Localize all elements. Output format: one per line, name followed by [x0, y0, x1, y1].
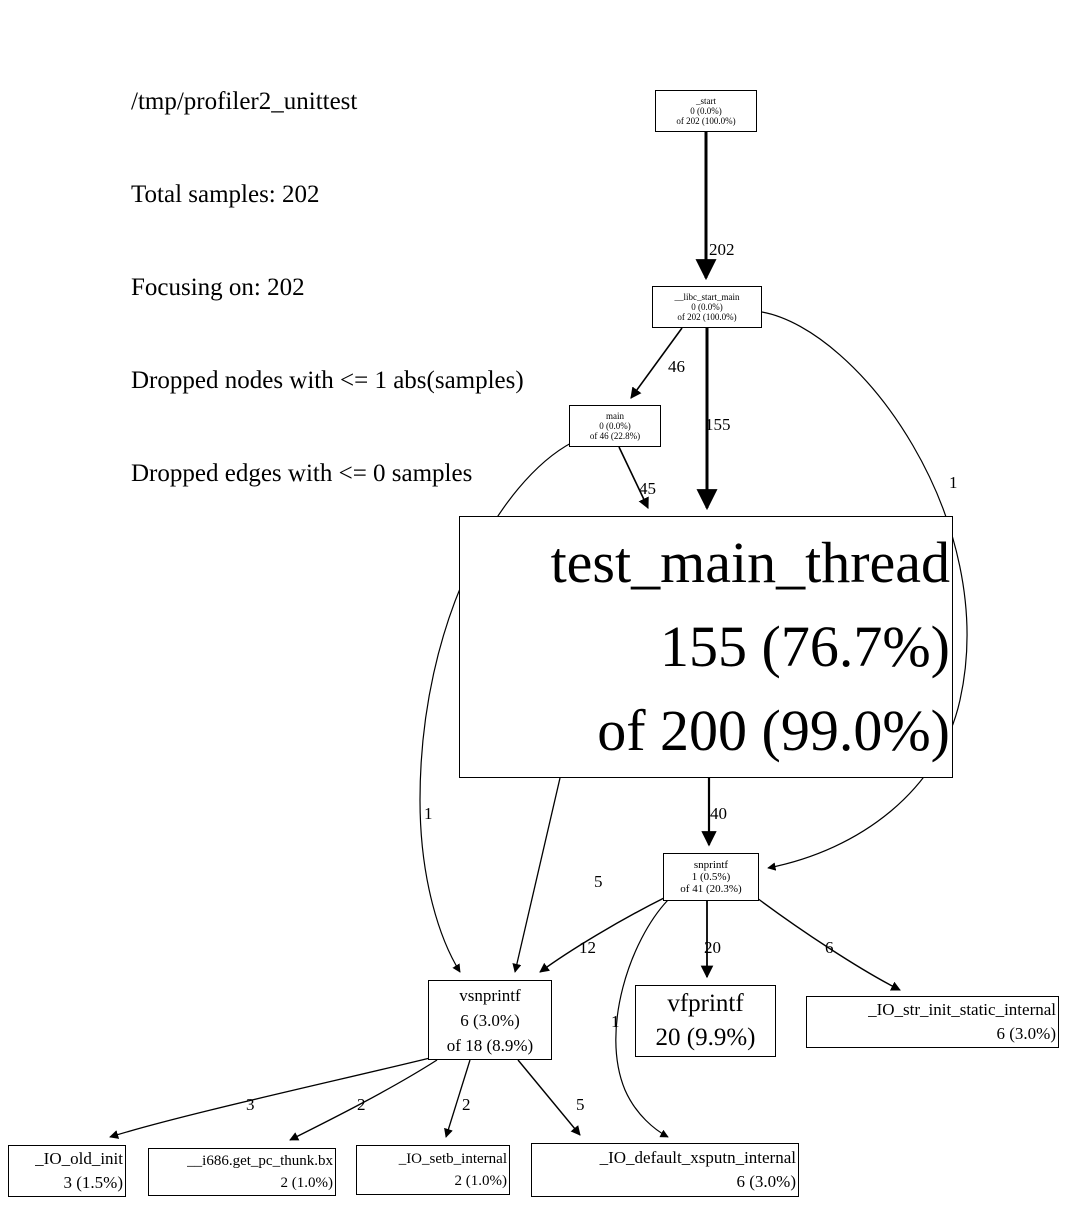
node-start[interactable] [655, 90, 757, 132]
node-test-main-thread-self: 155 (76.7%) [660, 614, 950, 679]
node-vfprintf-self: 20 (9.9%) [655, 1024, 756, 1051]
node-main-total: of 46 (22.8%) [589, 431, 641, 441]
node-vsnprintf-total: of 18 (8.9%) [446, 1035, 534, 1055]
node-vsnprintf-label: vsnprintf [459, 985, 521, 1005]
edge-label-libc-main: 46 [668, 357, 685, 376]
header-line-2: Focusing on: 202 [131, 274, 305, 301]
node-vsnprintf[interactable] [428, 980, 552, 1060]
node-snprintf[interactable] [663, 853, 759, 901]
node-io-setb-internal-self: 2 (1.0%) [454, 1173, 507, 1189]
edge-test-main-thread-to-vsnprintf [515, 778, 560, 972]
edge-label-libc-test-main-thread: 155 [705, 415, 731, 434]
node-io-old-init-label: _IO_old_init [35, 1149, 123, 1168]
node-test-main-thread-label: test_main_thread [550, 530, 950, 595]
header-line-0: /tmp/profiler2_unittest [131, 88, 358, 115]
edge-label-vsnprintf-io-default-xsputn: 5 [576, 1095, 585, 1114]
edge-label-test-main-thread-vsnprintf: 5 [594, 872, 603, 891]
node-i686-get-pc-thunk-bx[interactable] [148, 1148, 336, 1196]
node-test-main-thread[interactable] [459, 516, 953, 778]
node-main-label: main [606, 411, 624, 421]
node-libc-start-main-total: of 202 (100.0%) [677, 312, 737, 322]
node-io-str-init-static-internal[interactable] [806, 996, 1059, 1048]
node-start-label: _start [696, 96, 716, 106]
edge-snprintf-to-vsnprintf [540, 898, 664, 972]
node-io-setb-internal[interactable] [356, 1145, 510, 1195]
node-io-setb-internal-label: _IO_setb_internal [398, 1151, 507, 1167]
node-vfprintf[interactable] [635, 985, 776, 1057]
edge-label-main-test-main-thread: 45 [639, 479, 656, 498]
edge-label-vsnprintf-i686: 2 [357, 1095, 366, 1114]
node-io-str-init-static-internal-label: _IO_str_init_static_internal [868, 1000, 1056, 1019]
node-vfprintf-label: vfprintf [667, 990, 744, 1017]
node-io-default-xsputn-internal-self: 6 (3.0%) [736, 1172, 796, 1191]
node-io-str-init-static-internal-self: 6 (3.0%) [996, 1024, 1056, 1043]
edge-vsnprintf-to-io-default-xsputn-internal [518, 1060, 580, 1135]
node-io-default-xsputn-internal[interactable] [531, 1143, 799, 1197]
edge-label-libc-snprintf: 1 [949, 473, 958, 492]
graph-header [131, 24, 524, 551]
node-start-total: of 202 (100.0%) [676, 116, 736, 126]
node-snprintf-label: snprintf [693, 859, 729, 871]
node-test-main-thread-total: of 200 (99.0%) [597, 698, 950, 763]
header-line-3: Dropped nodes with <= 1 abs(samples) [131, 367, 524, 394]
edge-label-snprintf-vfprintf: 20 [704, 938, 721, 957]
node-start-self: 0 (0.0%) [690, 106, 722, 116]
node-main-self: 0 (0.0%) [599, 421, 631, 431]
node-libc-start-main[interactable] [652, 286, 762, 328]
node-io-old-init[interactable] [8, 1145, 126, 1197]
node-snprintf-total: of 41 (20.3%) [680, 883, 742, 895]
header-line-1: Total samples: 202 [131, 181, 320, 208]
node-main[interactable] [569, 405, 661, 447]
edge-label-main-vsnprintf: 1 [424, 804, 433, 823]
node-io-old-init-self: 3 (1.5%) [63, 1173, 123, 1192]
edge-vsnprintf-to-io-old-init [110, 1058, 430, 1137]
node-libc-start-main-label: __libc_start_main [674, 292, 740, 302]
edge-label-start-libc: 202 [709, 240, 735, 259]
node-libc-start-main-self: 0 (0.0%) [691, 302, 723, 312]
edge-label-snprintf-io-str-init: 6 [825, 938, 834, 957]
node-vsnprintf-self: 6 (3.0%) [460, 1010, 520, 1030]
edge-label-snprintf-io-default-xsputn: 1 [611, 1012, 620, 1031]
edge-label-vsnprintf-io-old-init: 3 [246, 1095, 255, 1114]
node-i686-get-pc-thunk-bx-label: __i686.get_pc_thunk.bx [187, 1153, 333, 1169]
header-line-4: Dropped edges with <= 0 samples [131, 460, 473, 487]
node-io-default-xsputn-internal-label: _IO_default_xsputn_internal [599, 1148, 796, 1167]
node-i686-get-pc-thunk-bx-self: 2 (1.0%) [280, 1175, 333, 1191]
edge-label-vsnprintf-io-setb: 2 [462, 1095, 471, 1114]
node-snprintf-self: 1 (0.5%) [691, 871, 731, 883]
edge-label-snprintf-vsnprintf: 12 [579, 938, 596, 957]
edge-label-test-main-thread-snprintf: 40 [710, 804, 727, 823]
